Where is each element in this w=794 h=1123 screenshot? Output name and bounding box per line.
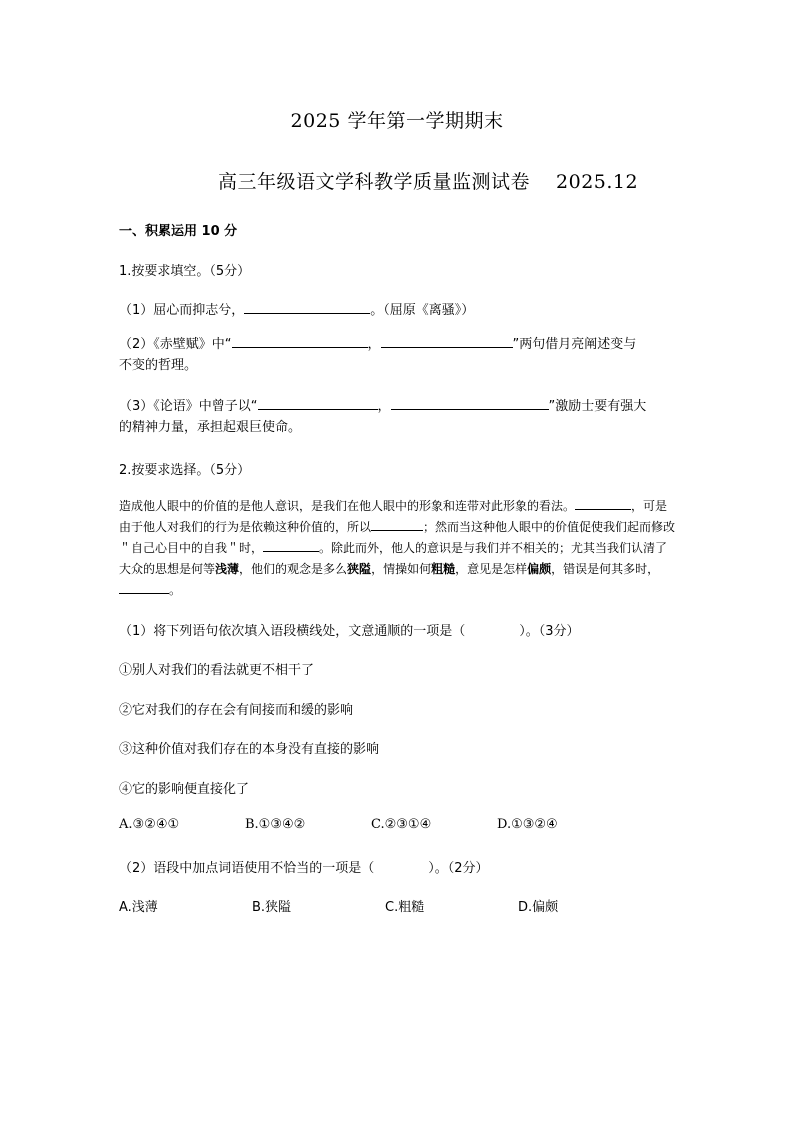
q1-stem: 1.按要求填空。（5分） (119, 264, 251, 279)
q1-item-2: （2）《赤壁赋》中“ ， ”两句借月亮阐述变与 不变的哲理。 (119, 337, 637, 373)
dotted-word: 偏颇 (527, 562, 552, 576)
answer-blank[interactable] (381, 335, 513, 348)
passage-blank[interactable] (575, 497, 631, 510)
answer-blank[interactable] (258, 397, 378, 410)
exam-title: 高三年级语文学科教学质量监测试卷 (218, 171, 531, 193)
option-c[interactable]: C.②③①④ (371, 817, 432, 832)
sentence-3: ③这种价值对我们存在的本身没有直接的影响 (119, 742, 380, 757)
option-d[interactable]: D.偏颇 (518, 900, 559, 915)
dotted-word: 狭隘 (347, 562, 372, 576)
reading-passage: 造成他人眼中的价值的是他人意识，是我们在他人眼中的形象和连带对此形象的看法。 ，可是由于他人对我们的行为是依赖这种价值的，所以 ；然而当这种他人眼中的价值促使我们起而修改＂自己心目中的自我＂时， 。除此而外，他人的意识是与我们并不相关的；尤其当我们认清了大众的思想是何等浅薄，他们的观念是多么狭隘，情操如何粗糙，意见是怎样偏颇，错误是何其多时，。 (119, 499, 676, 597)
sentence-2: ②它对我们的存在会有间接而和缓的影响 (119, 703, 354, 718)
answer-blank[interactable] (391, 397, 549, 410)
option-b[interactable]: B.狭隘 (252, 900, 292, 915)
option-d[interactable]: D.①③②④ (497, 817, 558, 832)
option-a[interactable]: A.浅薄 (119, 900, 158, 915)
option-b[interactable]: B.①③④② (245, 817, 306, 832)
q2-stem: 2.按要求选择。（5分） (119, 463, 251, 478)
section-heading: 一、积累运用 10 分 (119, 224, 238, 239)
sentence-4: ④它的影响便直接化了 (119, 782, 250, 797)
exam-date: 2025.12 (556, 171, 639, 193)
answer-blank[interactable] (244, 301, 370, 314)
q2-sub2-stem: （2）语段中加点词语使用不恰当的一项是（ ）。（2分） (119, 861, 489, 876)
passage-blank[interactable] (263, 539, 319, 552)
dotted-word: 粗糙 (431, 562, 456, 576)
dotted-word: 浅薄 (215, 562, 240, 576)
exam-title-line2 (218, 167, 638, 194)
answer-blank[interactable] (232, 335, 368, 348)
passage-blank[interactable] (371, 518, 423, 531)
sentence-1: ①别人对我们的看法就更不相干了 (119, 663, 315, 678)
passage-blank[interactable] (119, 581, 169, 594)
q1-item-1: （1）屈心而抑志兮， 。（屈原《离骚》） (119, 303, 475, 318)
q2-sub1-stem: （1）将下列语句依次填入语段横线处，文意通顺的一项是（ ）。（3分） (119, 624, 580, 639)
option-a[interactable]: A.③②④① (119, 817, 180, 832)
exam-title-line1: 2025 学年第一学期期末 (290, 110, 504, 132)
option-c[interactable]: C.粗糙 (385, 900, 425, 915)
q1-item-3: （3）《论语》中曾子以“ ， ”激励士要有强大 的精神力量，承担起艰巨使命。 (119, 399, 647, 435)
